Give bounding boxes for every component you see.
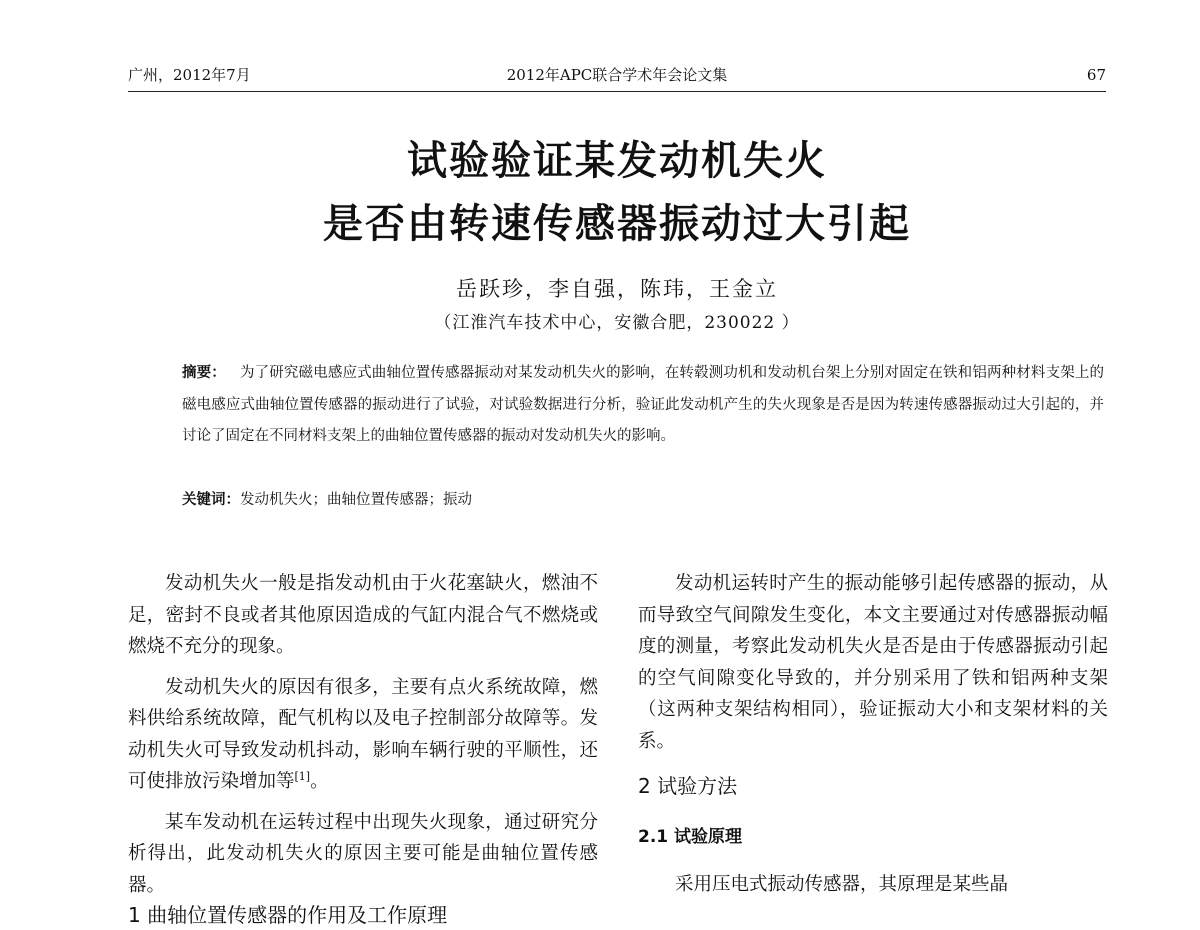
body-paragraph: 发动机运转时产生的振动能够引起传感器的振动，从而导致空气间隙发生变化，本文主要通过对传感器振动幅度的测量，考察此发动机失火是否是由于传感器振动引起的空气间隙变化导致的，并分别采用了铁和铝两种支架（这两种支架结构相同），验证振动大小和支架材料的关系。: [638, 573, 1108, 752]
body-paragraph: 采用压电式振动传感器，其原理是某些晶: [675, 874, 1009, 895]
keywords-label: 关键词：: [182, 492, 240, 508]
running-header: [128, 64, 1106, 88]
paragraph-end: 。: [310, 771, 329, 792]
subsection-heading-2-1: 2.1 试验原理: [638, 827, 743, 847]
abstract-text: 为了研究磁电感应式曲轴位置传感器振动对某发动机失火的影响，在转毂测功机和发动机台架上分别对固定在铁和铝两种材料支架上的磁电感应式曲轴位置传感器的振动进行了试验，对试验数据进行分析，验证此发动机产生的失火现象是否是因为转速传感器振动过大引起的，并讨论了固定在不同材料支架上的曲轴位置传感器的振动对发动机失火的影响。: [182, 365, 1105, 444]
abstract: [182, 358, 1104, 453]
body-paragraph: 发动机失火一般是指发动机由于火花塞缺火，燃油不足，密封不良或者其他原因造成的气缸内混合气不燃烧或燃烧不充分的现象。: [128, 573, 598, 657]
body-paragraph: 某车发动机在运转过程中出现失火现象，通过研究分析得出，此发动机失火的原因主要可能是曲轴位置传感器。: [128, 811, 598, 896]
paper-title-line-2: 是否由转速传感器振动过大引起: [323, 201, 911, 247]
affiliation: （江淮汽车技术中心，安徽合肥，230022 ）: [434, 313, 800, 333]
author-list: 岳跃珍，李自强，陈玮，王金立: [456, 277, 778, 301]
paragraph-text: 发动机失火的原因有很多，主要有点火系统故障，燃料供给系统故障，配气机构以及电子控制部分故障等。发动机失火可导致发动机抖动，影响车辆行驶的平顺性，还可使排放污染增加等: [128, 676, 598, 792]
section-heading-1: 1 曲轴位置传感器的作用及工作原理: [128, 903, 448, 927]
keywords: [182, 487, 1104, 513]
right-column: [638, 568, 1108, 910]
header-proceedings-title: 2012年APC联合学术年会论文集: [506, 66, 728, 84]
reference-marker: [1]: [294, 769, 311, 783]
body-paragraph: [128, 672, 598, 798]
keywords-text: 发动机失火；曲轴位置传感器；振动: [240, 492, 472, 508]
paper-title-line-1: 试验验证某发动机失火: [407, 138, 827, 184]
page-number: 67: [1086, 66, 1106, 84]
abstract-label: 摘要：: [182, 365, 226, 381]
header-rule: [128, 91, 1106, 92]
header-location-date: 广州，2012年7月: [128, 66, 251, 84]
section-heading-2: 2 试验方法: [638, 774, 738, 798]
left-column: [128, 568, 598, 910]
